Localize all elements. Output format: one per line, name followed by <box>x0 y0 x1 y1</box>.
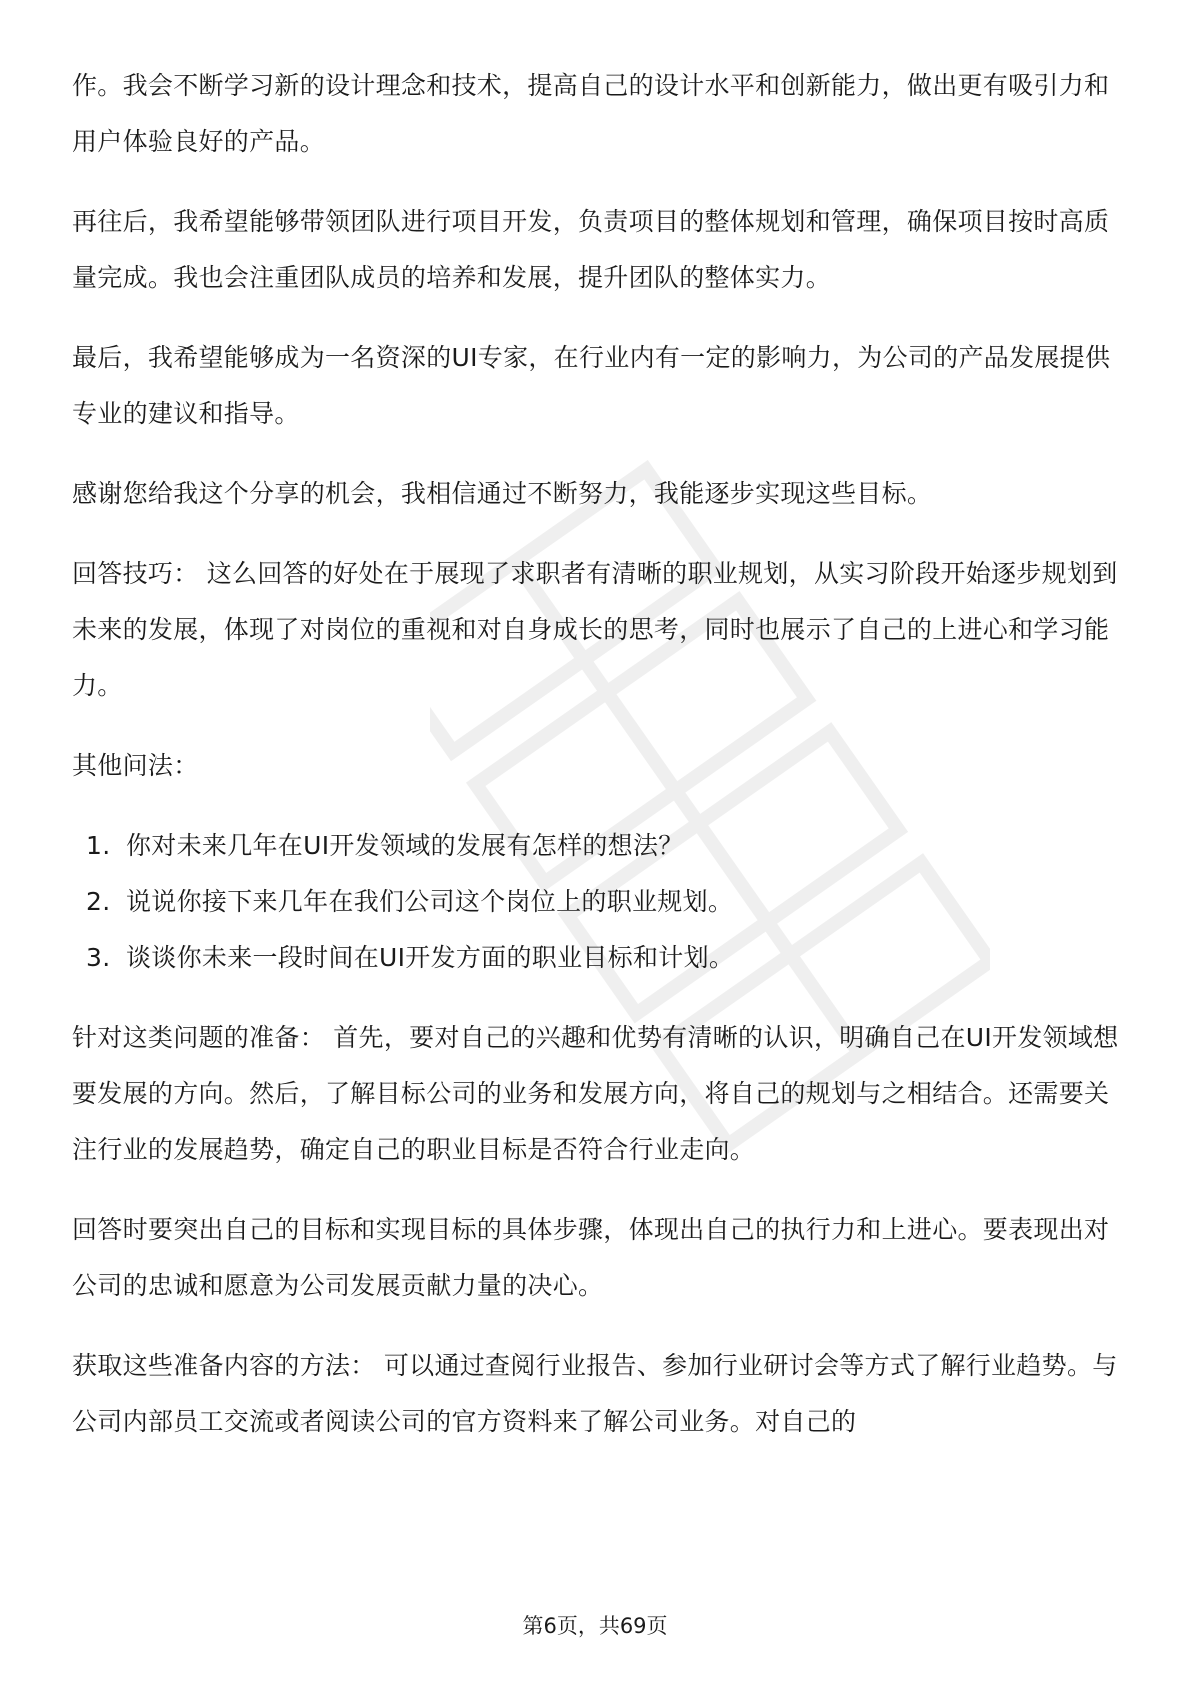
preparation-paragraph: 针对这类问题的准备： 首先，要对自己的兴趣和优势有清晰的认识，明确自己在UI开发领域想要发展的方向。然后，了解目标公司的业务和发展方向，将自己的规划与之相结合。还需要关注行业的发展趋势，确定自己的职业目标是否符合行业走向。 <box>72 1023 1119 1164</box>
paragraph: 回答时要突出自己的目标和实现目标的具体步骤，体现出自己的执行力和上进心。要表现出对公司的忠诚和愿意为公司发展贡献力量的决心。 <box>72 1215 1110 1300</box>
list-item-text: 谈谈你未来一段时间在UI开发方面的职业目标和计划。 <box>126 943 735 972</box>
list-item <box>72 930 1122 986</box>
answer-tips-paragraph: 回答技巧： 这么回答的好处在于展现了求职者有清晰的职业规划，从实习阶段开始逐步规划到未来的发展，体现了对岗位的重视和对自身成长的思考，同时也展示了自己的上进心和学习能力。 <box>72 559 1118 700</box>
list-item-number: 1. <box>86 831 111 860</box>
paragraph: 作。我会不断学习新的设计理念和技术，提高自己的设计水平和创新能力，做出更有吸引力和用户体验良好的产品。 <box>72 71 1110 156</box>
list-item-number: 2. <box>86 887 111 916</box>
paragraph: 感谢您给我这个分享的机会，我相信通过不断努力，我能逐步实现这些目标。 <box>72 479 933 508</box>
list-item <box>72 818 1122 874</box>
page-number: 第6页，共69页 <box>522 1614 668 1638</box>
other-questions-list <box>72 818 1122 986</box>
list-item <box>72 874 1122 930</box>
list-item-number: 3. <box>86 943 111 972</box>
paragraph: 再往后，我希望能够带领团队进行项目开发，负责项目的整体规划和管理，确保项目按时高质量完成。我也会注重团队成员的培养和发展，提升团队的整体实力。 <box>72 207 1110 292</box>
paragraph: 最后，我希望能够成为一名资深的UI专家，在行业内有一定的影响力，为公司的产品发展提供专业的建议和指导。 <box>72 343 1111 428</box>
list-item-text: 你对未来几年在UI开发领域的发展有怎样的想法？ <box>126 831 684 860</box>
methods-paragraph: 获取这些准备内容的方法： 可以通过查阅行业报告、参加行业研讨会等方式了解行业趋势。与公司内部员工交流或者阅读公司的官方资料来了解公司业务。对自己的 <box>72 1351 1118 1436</box>
document-body <box>72 58 1122 1474</box>
other-questions-heading: 其他问法： <box>72 751 199 780</box>
list-item-text: 说说你接下来几年在我们公司这个岗位上的职业规划。 <box>126 887 734 916</box>
